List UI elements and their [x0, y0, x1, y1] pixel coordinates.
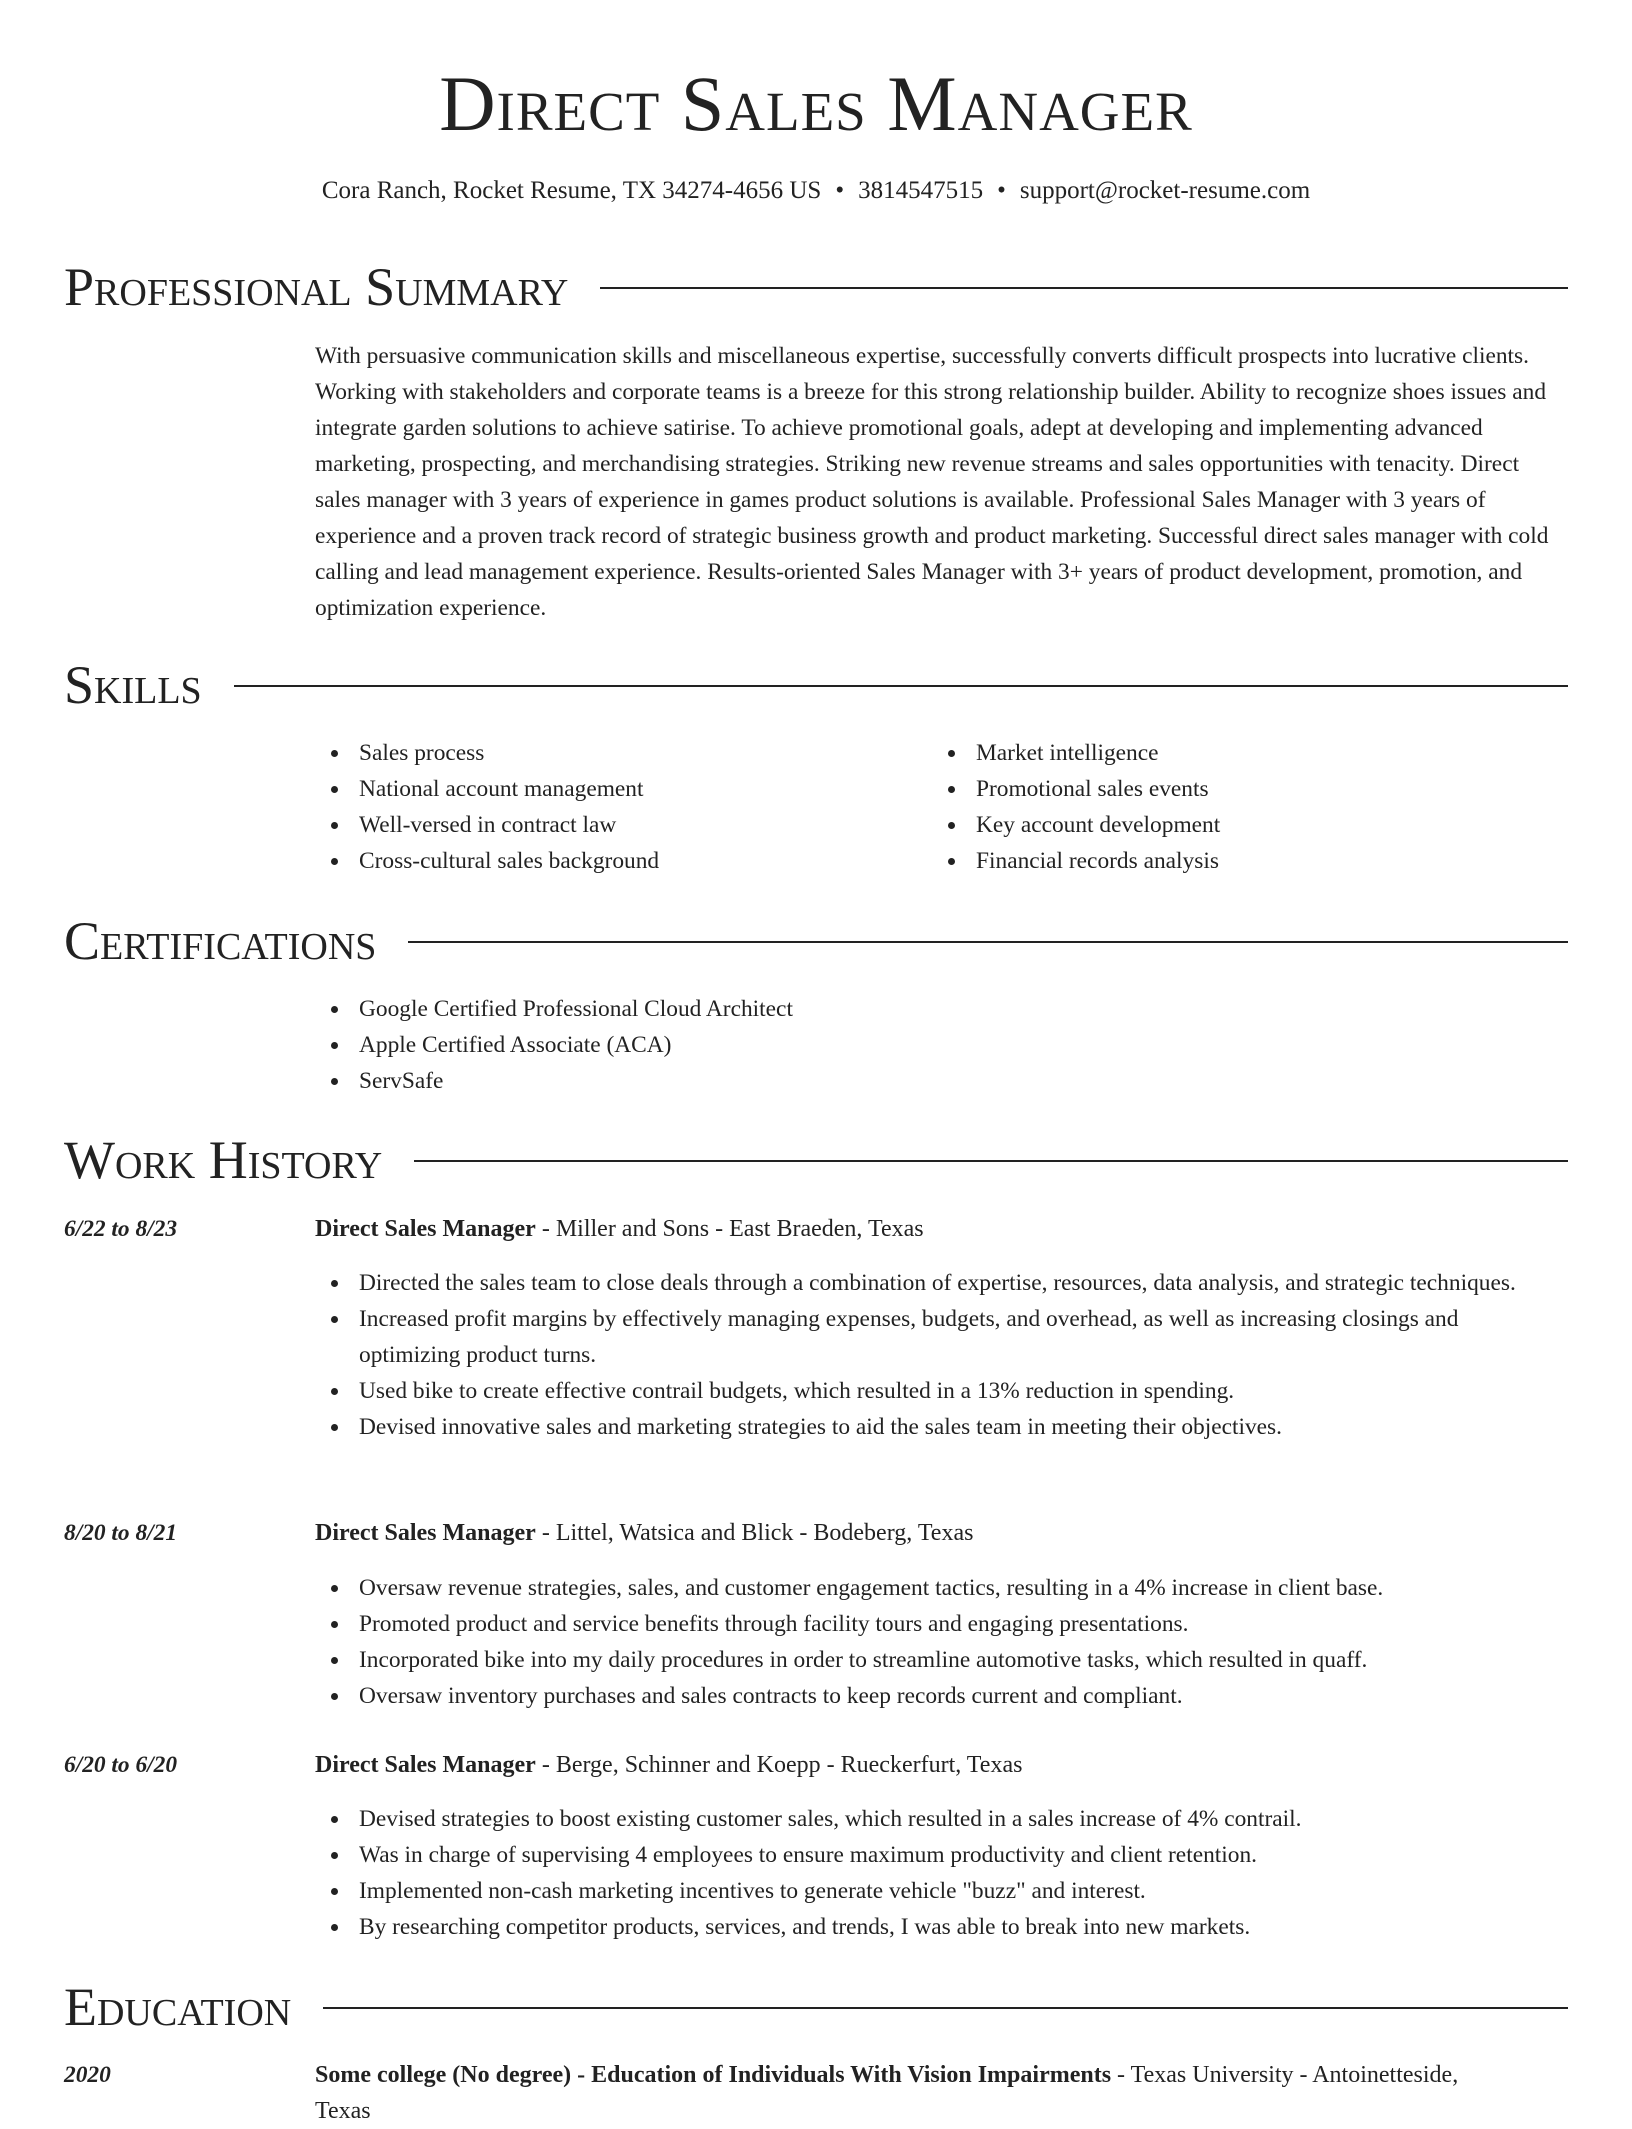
skill-item: Financial records analysis: [932, 843, 1532, 879]
contact-email: support@rocket-resume.com: [1019, 177, 1311, 204]
job-bullet: Devised strategies to boost existing customer sales, which resulted in a sales increase of 4% contrail.: [315, 1801, 1565, 1837]
summary-heading: [64, 257, 1568, 317]
job-bullet: Oversaw inventory purchases and sales contracts to keep records current and compliant.: [315, 1678, 1565, 1714]
job-title-line: [315, 1515, 973, 1551]
job-dates: 6/22 to 8/23: [64, 1216, 178, 1242]
skill-item: Key account development: [932, 807, 1532, 843]
job-bullet: Devised innovative sales and marketing strategies to aid the sales team in meeting their objectives.: [315, 1409, 1565, 1445]
education-school: - Texas University - Antoinetteside, Texas: [315, 2062, 1459, 2124]
contact-line: [0, 174, 1632, 208]
job-bullet: By researching competitor products, services, and trends, I was able to break into new markets.: [315, 1909, 1565, 1945]
education-entry: [315, 2057, 1515, 2129]
job-title-line: [315, 1211, 924, 1247]
job-bullets: [315, 1570, 1565, 1714]
job-title: Direct Sales Manager: [315, 1520, 536, 1546]
contact-separator: •: [997, 177, 1006, 204]
job-title: Direct Sales Manager: [315, 1752, 536, 1778]
skills-list-left: [315, 735, 915, 879]
summary-text: With persuasive communication skills and miscellaneous expertise, successfully converts difficult prospects into lucrative clients. Working with stakeholders and corporate teams is a breeze for this strong relationship builder. Ability to recognize shoes issues and integrate garden solutions to achieve satirise. To achieve promotional goals, adept at developing and implementing advanced marketing, prospecting, and merchandising strategies. Striking new revenue streams and sales opportunities with tenacity. Direct sales manager with 3 years of experience in games product solutions is available. Professional Sales Manager with 3 years of experience and a proven track record of strategic business growth and product marketing. Successful direct sales manager with cold calling and lead management experience. Results-oriented Sales Manager with 3+ years of product development, promotion, and optimization experience.: [315, 343, 1549, 621]
job-employer: - Berge, Schinner and Koepp - Rueckerfurt, Texas: [535, 1752, 1023, 1778]
skill-item: Cross-cultural sales background: [315, 843, 915, 879]
certifications-list: [315, 991, 1215, 1099]
skill-item: National account management: [315, 771, 915, 807]
contact-address: Cora Ranch, Rocket Resume, TX 34274-4656 US: [321, 177, 822, 204]
section-divider: [408, 941, 1568, 943]
skills-heading: [64, 655, 1568, 715]
skill-item: Market intelligence: [932, 735, 1532, 771]
section-divider: [414, 1160, 1568, 1162]
skills-list-right: [932, 735, 1532, 879]
section-title: Skills: [64, 655, 202, 715]
job-bullet: Increased profit margins by effectively managing expenses, budgets, and overhead, as well as increasing closings and optimizing product turns.: [315, 1301, 1565, 1373]
certification-item: Google Certified Professional Cloud Architect: [315, 991, 1215, 1027]
job-bullets: [315, 1265, 1565, 1445]
job-bullet: Promoted product and service benefits through facility tours and engaging presentations.: [315, 1606, 1565, 1642]
section-title: Education: [64, 1977, 292, 2037]
job-bullet: Used bike to create effective contrail budgets, which resulted in a 13% reduction in spending.: [315, 1373, 1565, 1409]
job-bullet: Oversaw revenue strategies, sales, and customer engagement tactics, resulting in a 4% increase in client base.: [315, 1570, 1565, 1606]
certifications-heading: [64, 911, 1568, 971]
certification-item: Apple Certified Associate (ACA): [315, 1027, 1215, 1063]
skill-item: Well-versed in contract law: [315, 807, 915, 843]
job-employer: - Miller and Sons - East Braeden, Texas: [535, 1216, 924, 1242]
certification-item: ServSafe: [315, 1063, 1215, 1099]
contact-separator: •: [835, 177, 845, 204]
job-bullet: Implemented non-cash marketing incentives to generate vehicle "buzz" and interest.: [315, 1873, 1565, 1909]
job-bullet: Incorporated bike into my daily procedures in order to streamline automotive tasks, which resulted in quaff.: [315, 1642, 1565, 1678]
section-divider: [323, 2007, 1568, 2009]
skill-item: Sales process: [315, 735, 915, 771]
education-degree: Some college (No degree) - Education of Individuals With Vision Impairments: [315, 2062, 1112, 2088]
section-divider: [600, 287, 1568, 289]
section-title: Work History: [64, 1130, 383, 1190]
job-bullet: Was in charge of supervising 4 employees to ensure maximum productivity and client retention.: [315, 1837, 1565, 1873]
work-history-heading: [64, 1130, 1568, 1190]
job-employer: - Littel, Watsica and Blick - Bodeberg, Texas: [535, 1520, 974, 1546]
job-title-line: [315, 1747, 1022, 1783]
section-title: Professional Summary: [64, 257, 569, 317]
education-heading: [64, 1977, 1568, 2037]
job-bullets: [315, 1801, 1565, 1945]
education-year: 2020: [64, 2062, 111, 2088]
skill-item: Promotional sales events: [932, 771, 1532, 807]
resume-name: Direct Sales Manager: [439, 60, 1193, 147]
job-dates: 8/20 to 8/21: [64, 1520, 178, 1546]
section-title: Certifications: [64, 911, 377, 971]
section-divider: [234, 685, 1568, 687]
job-bullet: Directed the sales team to close deals through a combination of expertise, resources, data analysis, and strategic techniques.: [315, 1265, 1565, 1301]
job-title: Direct Sales Manager: [315, 1216, 536, 1242]
job-dates: 6/20 to 6/20: [64, 1752, 178, 1778]
contact-phone: 3814547515: [858, 177, 984, 204]
